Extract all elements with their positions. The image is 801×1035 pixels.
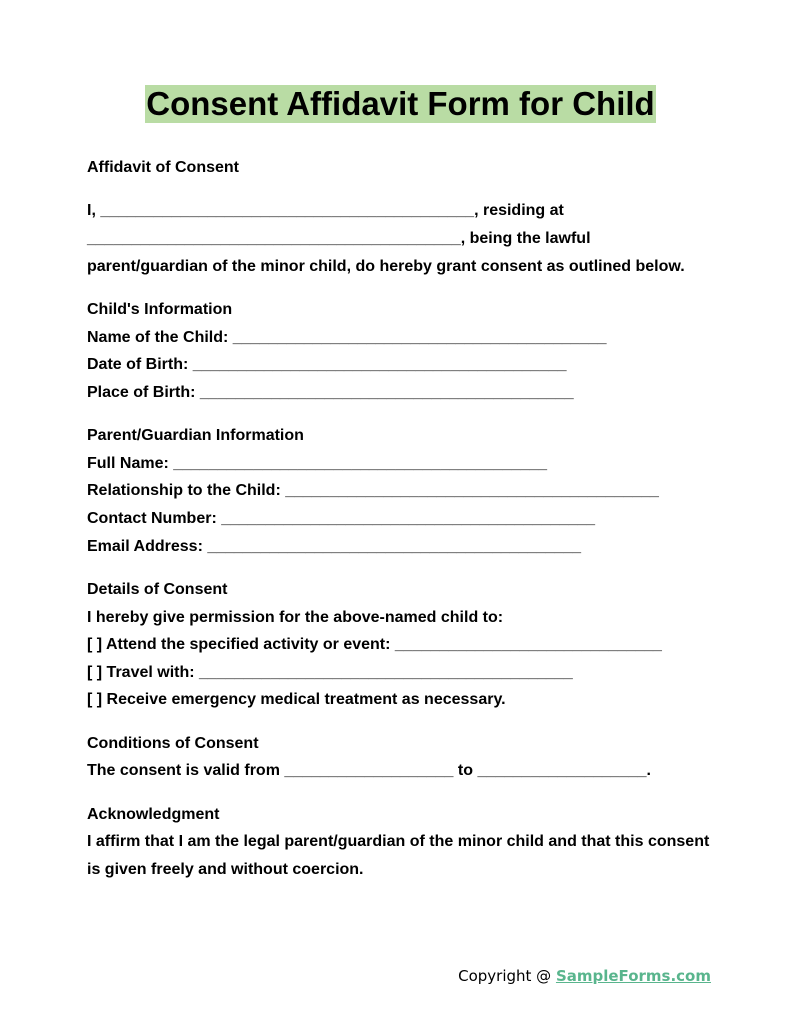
document-line: [ ] Travel with: __________________________________________	[87, 663, 573, 681]
document-line: Parent/Guardian Information	[87, 427, 304, 445]
document-line: Full Name: __________________________________________	[87, 454, 547, 472]
document-line: __________________________________________, being the lawful	[87, 229, 591, 247]
document-line: Affidavit of Consent	[87, 159, 239, 176]
paragraph-gap	[87, 280, 722, 296]
paragraph-gap	[87, 406, 722, 422]
document-line: The consent is valid from ___________________ to ___________________.	[87, 762, 651, 780]
document-line: parent/guardian of the minor child, do hereby grant consent as outlined below.	[87, 257, 685, 275]
document-line: I hereby give permission for the above-named child to:	[87, 608, 504, 626]
paragraph-gap	[87, 560, 722, 576]
document-line: Date of Birth: __________________________________________	[87, 356, 567, 374]
document-line: I, __________________________________________, residing at	[87, 202, 564, 220]
document-line: [ ] Attend the specified activity or event: ______________________________	[87, 636, 662, 654]
document-line: Email Address: __________________________________________	[87, 537, 582, 555]
copyright-prefix: Copyright @	[458, 967, 556, 985]
document-line: Contact Number: __________________________________________	[87, 509, 595, 527]
document-line: is given freely and without coercion.	[87, 860, 364, 878]
document-line: Child's Information	[87, 300, 233, 318]
document-line: Details of Consent	[87, 580, 228, 598]
document-body	[87, 154, 722, 883]
document-line: Name of the Child: __________________________________________	[87, 328, 607, 346]
title-wrapper	[0, 85, 801, 123]
paragraph-gap	[87, 182, 722, 198]
document-line: Conditions of Consent	[87, 734, 259, 752]
document-title: Consent Affidavit Form for Child	[146, 85, 655, 122]
document-line: Place of Birth: __________________________________________	[87, 383, 574, 401]
paragraph-gap	[87, 714, 722, 730]
document-line: I affirm that I am the legal parent/guardian of the minor child and that this consent	[87, 833, 710, 851]
document-line: [ ] Receive emergency medical treatment as necessary.	[87, 691, 506, 709]
document-line: Relationship to the Child: __________________________________________	[87, 482, 659, 500]
copyright-footer	[458, 966, 711, 986]
document-line: Acknowledgment	[87, 805, 220, 823]
sampleforms-link[interactable]: SampleForms.com	[555, 967, 711, 985]
paragraph-gap	[87, 785, 722, 801]
